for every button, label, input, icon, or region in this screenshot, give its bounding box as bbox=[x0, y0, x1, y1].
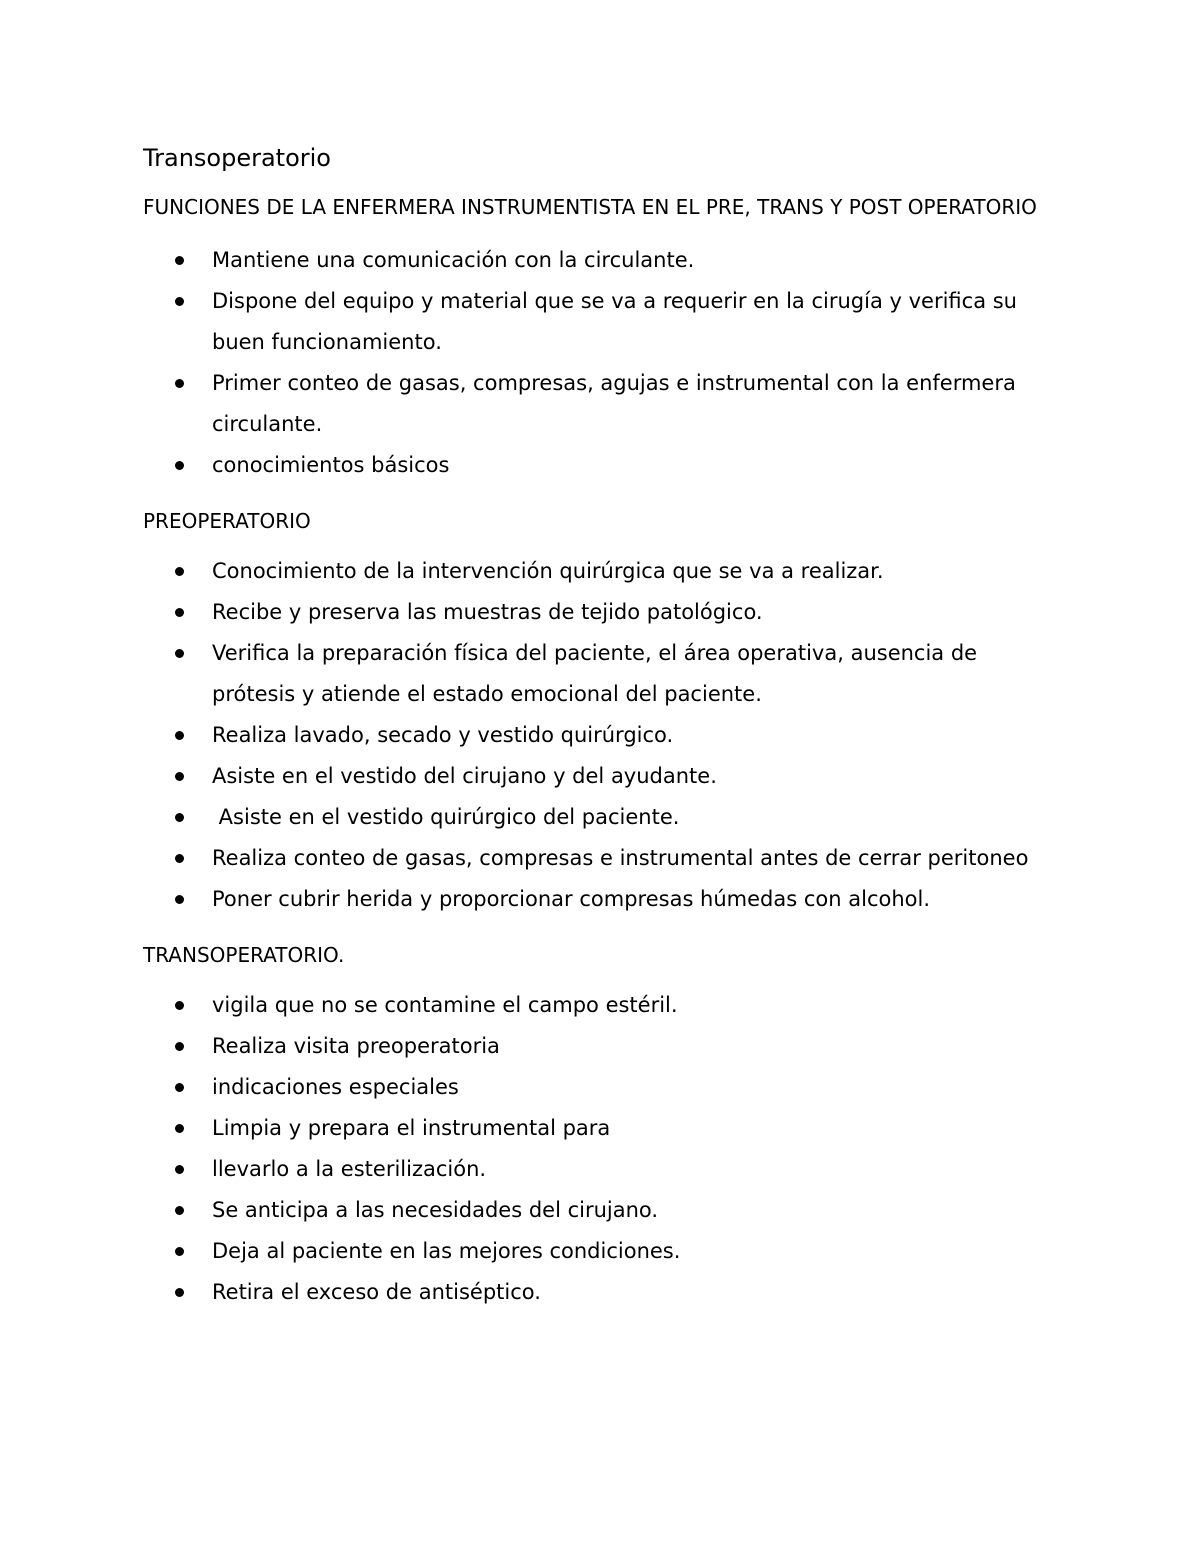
bullet-icon bbox=[175, 1247, 184, 1256]
section-heading-transoperatorio: TRANSOPERATORIO. bbox=[143, 943, 345, 967]
bullet-icon bbox=[175, 1083, 184, 1092]
bullet-icon bbox=[175, 567, 184, 576]
bullet-icon bbox=[175, 379, 184, 388]
main-heading: FUNCIONES DE LA ENFERMERA INSTRUMENTISTA EN EL PRE, TRANS Y POST OPERATORIO bbox=[143, 195, 1037, 219]
list-item: Poner cubrir herida y proporcionar compresas húmedas con alcohol. bbox=[143, 879, 1043, 920]
list-item: vigila que no se contamine el campo estéril. bbox=[143, 985, 1043, 1026]
document-title: Transoperatorio bbox=[143, 144, 331, 172]
list-item: Se anticipa a las necesidades del cirujano. bbox=[143, 1190, 1043, 1231]
bullet-icon bbox=[175, 649, 184, 658]
list-item: indicaciones especiales bbox=[143, 1067, 1043, 1108]
list-item: Asiste en el vestido quirúrgico del paciente. bbox=[143, 797, 1043, 838]
bullet-icon bbox=[175, 895, 184, 904]
list-item: llevarlo a la esterilización. bbox=[143, 1149, 1043, 1190]
bullet-icon bbox=[175, 1001, 184, 1010]
list-item: Mantiene una comunicación con la circulante. bbox=[143, 240, 1043, 281]
list-item: Primer conteo de gasas, compresas, agujas e instrumental con la enfermera circulante. bbox=[143, 363, 1043, 445]
bullet-icon bbox=[175, 256, 184, 265]
document-content bbox=[143, 141, 1043, 1328]
bullet-icon bbox=[175, 461, 184, 470]
bullet-icon bbox=[175, 1042, 184, 1051]
intro-list bbox=[143, 240, 1043, 486]
list-item: Conocimiento de la intervención quirúrgica que se va a realizar. bbox=[143, 551, 1043, 592]
list-item: Retira el exceso de antiséptico. bbox=[143, 1272, 1043, 1313]
bullet-icon bbox=[175, 854, 184, 863]
list-item: Limpia y prepara el instrumental para bbox=[143, 1108, 1043, 1149]
bullet-icon bbox=[175, 813, 184, 822]
list-item: Realiza lavado, secado y vestido quirúrgico. bbox=[143, 715, 1043, 756]
list-item: Recibe y preserva las muestras de tejido patológico. bbox=[143, 592, 1043, 633]
bullet-icon bbox=[175, 1288, 184, 1297]
section-heading-preoperatorio: PREOPERATORIO bbox=[143, 509, 311, 533]
list-item: Realiza visita preoperatoria bbox=[143, 1026, 1043, 1067]
list-item: Realiza conteo de gasas, compresas e instrumental antes de cerrar peritoneo bbox=[143, 838, 1043, 879]
list-item: Verifica la preparación física del paciente, el área operativa, ausencia de prótesis y atiende el estado emocional del paciente. bbox=[143, 633, 1043, 715]
preoperatorio-list bbox=[143, 551, 1043, 920]
bullet-icon bbox=[175, 608, 184, 617]
list-item: Deja al paciente en las mejores condiciones. bbox=[143, 1231, 1043, 1272]
transoperatorio-list bbox=[143, 985, 1043, 1313]
bullet-icon bbox=[175, 1124, 184, 1133]
list-item: Dispone del equipo y material que se va a requerir en la cirugía y verifica su buen funcionamiento. bbox=[143, 281, 1043, 363]
list-item: conocimientos básicos bbox=[143, 445, 1043, 486]
list-item: Asiste en el vestido del cirujano y del ayudante. bbox=[143, 756, 1043, 797]
bullet-icon bbox=[175, 772, 184, 781]
bullet-icon bbox=[175, 297, 184, 306]
bullet-icon bbox=[175, 731, 184, 740]
bullet-icon bbox=[175, 1165, 184, 1174]
bullet-icon bbox=[175, 1206, 184, 1215]
